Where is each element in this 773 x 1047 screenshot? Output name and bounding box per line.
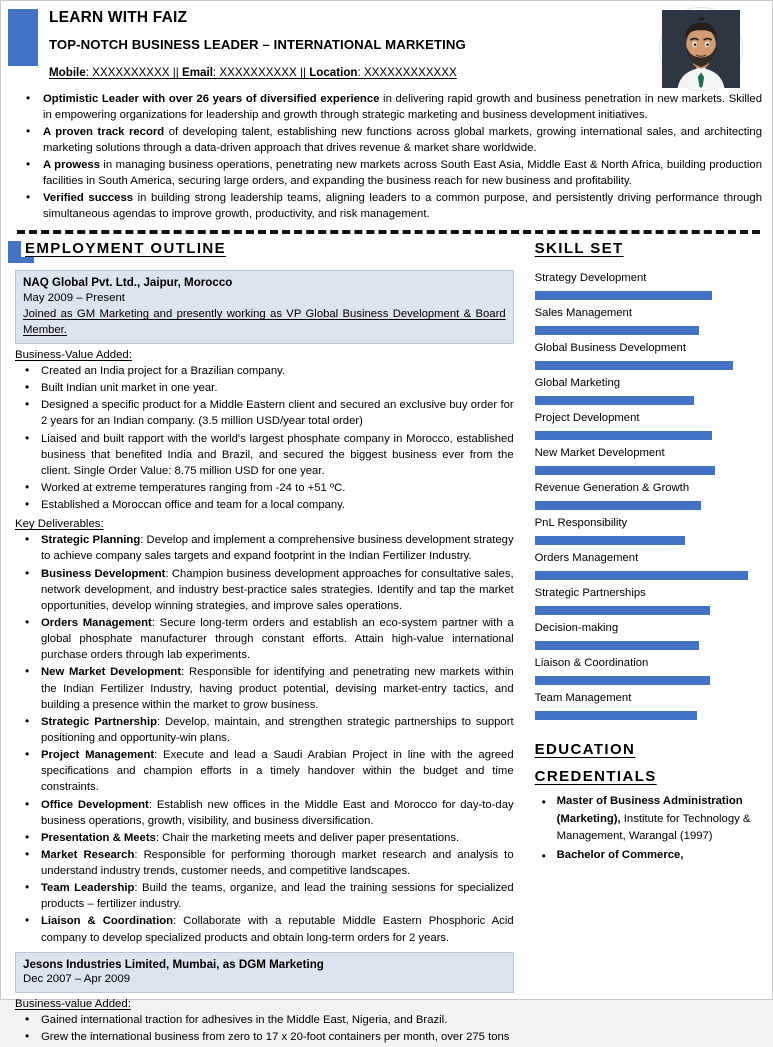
skill-item [535,305,772,335]
location-value: XXXXXXXXXXXX [363,66,457,80]
skill-track [535,291,760,300]
skill-item [535,270,772,300]
mobile-colon: : [85,66,93,80]
skill-label: Decision-making [534,621,619,634]
skill-track [535,361,760,370]
job-header-box [15,952,514,993]
professional-headline: TOP-NOTCH BUSINESS LEADER – INTERNATIONAL MARKETING [49,37,466,53]
skill-track [535,326,760,335]
deliverable-text: : Champion business development approaches for consultative sales, network development, and industry best-practice sales strategies. Identify and tap the market opportunities, develop winning strategies, and improve sales operations. [41,567,514,612]
skill-bar [535,571,749,580]
summary-item-bold: A prowess [43,159,100,172]
education-list [535,793,772,864]
summary-item-text: in delivering rapid growth and business penetration in new markets. Skilled in empowering organizations for leadership and growth through strategic marketing and business development initiatives. [43,93,762,122]
skill-bar [535,641,699,650]
skill-bar [535,431,713,440]
key-deliverables-label: Key Deliverables: [15,518,104,531]
body-columns [1,240,772,1046]
skill-bar [535,676,711,685]
employment-section-title: EMPLOYMENT OUTLINE [21,240,226,257]
skill-bar [535,606,711,615]
skill-item [535,620,772,650]
summary-list [19,91,762,222]
skill-item [535,410,772,440]
skill-bar [535,711,697,720]
list-item [15,830,514,846]
summary-item [19,190,762,222]
deliverable-title: Team Leadership [41,882,135,895]
education-title-line-2: CREDENTIALS [534,768,657,786]
list-item: • Grew the international business from zero to 17 x 20-foot containers per month, over 275 tons [15,1029,514,1045]
skill-label: Global Marketing [534,377,621,390]
skill-label: Team Management [534,691,632,704]
deliverable-title: Market Research [41,848,135,861]
list-item [15,913,514,945]
business-value-list [15,363,514,513]
employment-column [1,240,528,1046]
skill-bar [535,536,686,545]
job-company: NAQ Global Pvt. Ltd., Jaipur, Morocco [23,276,233,290]
list-item: • Built Indian unit market in one year. [15,380,514,396]
list-item: • Gained international traction for adhesives in the Middle East, Nigeria, and Brazil. [15,1012,514,1028]
deliverable-title: Strategic Partnership [41,715,157,728]
skill-track [535,466,760,475]
education-degree: Bachelor of Commerce, [556,848,684,861]
deliverable-title: Presentation & Meets [41,831,156,844]
list-item [15,566,514,614]
summary-item-text: in managing business operations, penetrating new markets across South East Asia, Middle East & North Africa, building production facilities in South America, securing large orders, and expanding the business reach for new business and profitability. [43,159,762,188]
deliverable-title: Strategic Planning [41,534,141,547]
list-item [15,847,514,879]
list-item [15,747,514,795]
deliverable-text: : Develop and implement a comprehensive business development strategy to achieve company sales targets and expand footprint in the Indian Fertilizer Industry. [41,534,514,563]
skillset-section-title: SKILL SET [534,240,624,258]
job-dates: Dec 2007 – Apr 2009 [23,972,131,985]
deliverable-title: Liaison & Coordination [41,915,174,928]
resume-header [1,1,772,85]
location-label: Location [309,66,358,80]
avatar [660,8,742,90]
skill-track [535,606,760,615]
education-degree: Master of Business Administration (Marketing), [556,795,743,825]
skill-label: Revenue Generation & Growth [534,482,690,495]
skill-track [535,676,760,685]
skill-label: Strategy Development [534,272,647,285]
deliverable-text: : Execute and lead a Saudi Arabian Project in line with the agreed specifications and champion efforts in a timely handover within the budget and time constraints. [41,749,514,794]
professional-summary [19,91,762,222]
skill-label: Global Business Development [534,342,686,355]
mobile-label: Mobile [49,66,86,80]
skill-label: New Market Development [534,447,665,460]
job-role-note: Joined as GM Marketing and presently working as VP Global Business Development & Board Member. [23,307,506,336]
header-accent-block [8,9,38,66]
skill-bar [535,466,715,475]
deliverable-text: : Build the teams, organize, and lead the training sessions for specialized products – fertilizer industry. [41,882,514,911]
business-value-list [15,1012,514,1045]
deliverable-text: : Chair the marketing meets and deliver paper presentations. [155,831,460,844]
list-item [15,664,514,712]
skill-label: Project Development [534,412,640,425]
job-header-box [15,270,514,344]
summary-item-text: in building strong leadership teams, aligning leaders to a common purpose, and persistently driving performance through simultaneous agendas to improve growth, productivity, and risk management. [43,192,762,221]
summary-item [19,91,762,123]
business-value-label: Business-Value Added: [15,348,132,361]
contact-separator-1: || [169,66,182,80]
deliverable-text: : Develop, maintain, and strengthen strategic partnerships to support positioning and opportunity-win plans. [41,715,514,744]
deliverable-text: : Responsible for performing thorough market research and analysis to understand industry trends, customer needs, and competitive landscapes. [41,848,514,878]
deliverable-title: Project Management [41,749,155,762]
job-dates: May 2009 – Present [23,291,125,304]
key-deliverables-list [15,532,514,946]
deliverable-text: : Establish new offices in the Middle East and Morocco for day-to-day business operations, growth, visibility, and business diversification. [41,798,514,827]
deliverable-text: : Responsible for identifying and penetrating new markets within the Indian Fertilizer Industry, having product potential, devising market-entry tactics, and building a presence within the market to grow business. [41,666,514,711]
email-label: Email [181,66,213,80]
avatar-illustration-icon [662,10,740,88]
skill-label: Liaison & Coordination [534,656,649,669]
skill-label: Sales Management [534,307,632,320]
mobile-value: XXXXXXXXXX [92,66,170,80]
skills-list [535,270,772,719]
list-item: • Created an India project for a Brazilian company. [15,363,514,379]
skill-track [535,571,760,580]
deliverable-text: : Secure long-term orders and establish an eco-system partner with a global phosphate manufacturer through constant efforts. Attain high-value international purchase orders through lab experiments. [41,616,514,662]
contact-line [49,66,457,80]
list-item: • Established a Moroccan office and team for a local company. [15,497,514,513]
deliverable-title: Office Development [41,798,149,811]
employment-section-heading [1,240,528,266]
skill-track [535,536,760,545]
skillset-section-heading [535,240,772,266]
skill-label: PnL Responsibility [534,517,628,530]
contact-separator-2: || [296,66,310,80]
skill-bar [535,501,702,510]
summary-item-bold: Verified success [43,192,134,205]
skill-track [535,711,760,720]
skill-bar [535,396,695,405]
list-item [15,615,514,663]
skill-track [535,501,760,510]
skill-item [535,480,772,510]
list-item [15,880,514,912]
skill-item [535,375,772,405]
job-company: Jesons Industries Limited, Mumbai, as DGM Marketing [23,957,324,971]
skill-label: Strategic Partnerships [534,586,646,599]
education-section-heading [535,736,772,792]
skill-item [535,340,772,370]
skill-item [535,445,772,475]
location-colon: : [357,66,364,80]
skill-item [535,550,772,580]
skill-track [535,641,760,650]
skill-bar [535,326,699,335]
section-divider [17,230,760,234]
summary-item-bold: Optimistic Leader with over 26 years of diversified experience [43,93,380,106]
business-value-label: Business-value Added: [15,998,131,1011]
skill-item [535,690,772,720]
page-title: LEARN WITH FAIZ [49,9,188,26]
summary-item [19,124,762,156]
skill-track [535,431,760,440]
summary-item-text: of developing talent, establishing new functions across global markets, growing international sales, and architecting marketing solutions through a data-driven approach that drives revenue & market share worldwide. [43,126,762,155]
skill-bar [535,361,733,370]
skill-bar [535,291,713,300]
sidebar-column [528,240,772,865]
skill-item [535,515,772,545]
deliverable-title: New Market Development [41,666,182,679]
list-item [535,793,772,846]
deliverable-title: Business Development [41,567,166,580]
email-colon: : [212,66,220,80]
skill-item [535,585,772,615]
list-item: • Liaised and built rapport with the world's largest phosphate company in Morocco, established business that benefited India and Brazil, and secured the biggest business ever from the client. Single Order Value: 8.75 million USD for one year. [15,431,514,479]
deliverable-title: Orders Management [41,616,152,629]
list-item: • Designed a specific product for a Middle Eastern client and secured an exclusive buy order for 2 years for an Indian company. (3.5 million USD/year total order) [15,397,514,429]
skill-item [535,655,772,685]
email-value: XXXXXXXXXX [219,66,297,80]
summary-item [19,157,762,189]
summary-item-bold: A proven track record [43,126,165,139]
skill-label: Orders Management [534,551,639,564]
deliverable-text: : Collaborate with a reputable Middle Eastern Phosphoric Acid company to develop specialized products and obtain long-term orders for 2 years. [41,915,514,944]
education-title-line-1: EDUCATION [534,740,636,758]
list-item [535,847,772,865]
skill-track [535,396,760,405]
list-item [15,532,514,564]
list-item: • Worked at extreme temperatures ranging from -24 to +51 ºC. [15,480,514,496]
education-detail: Institute for Technology & Management, Warangal (1997) [556,812,751,843]
list-item [15,714,514,746]
list-item [15,797,514,829]
